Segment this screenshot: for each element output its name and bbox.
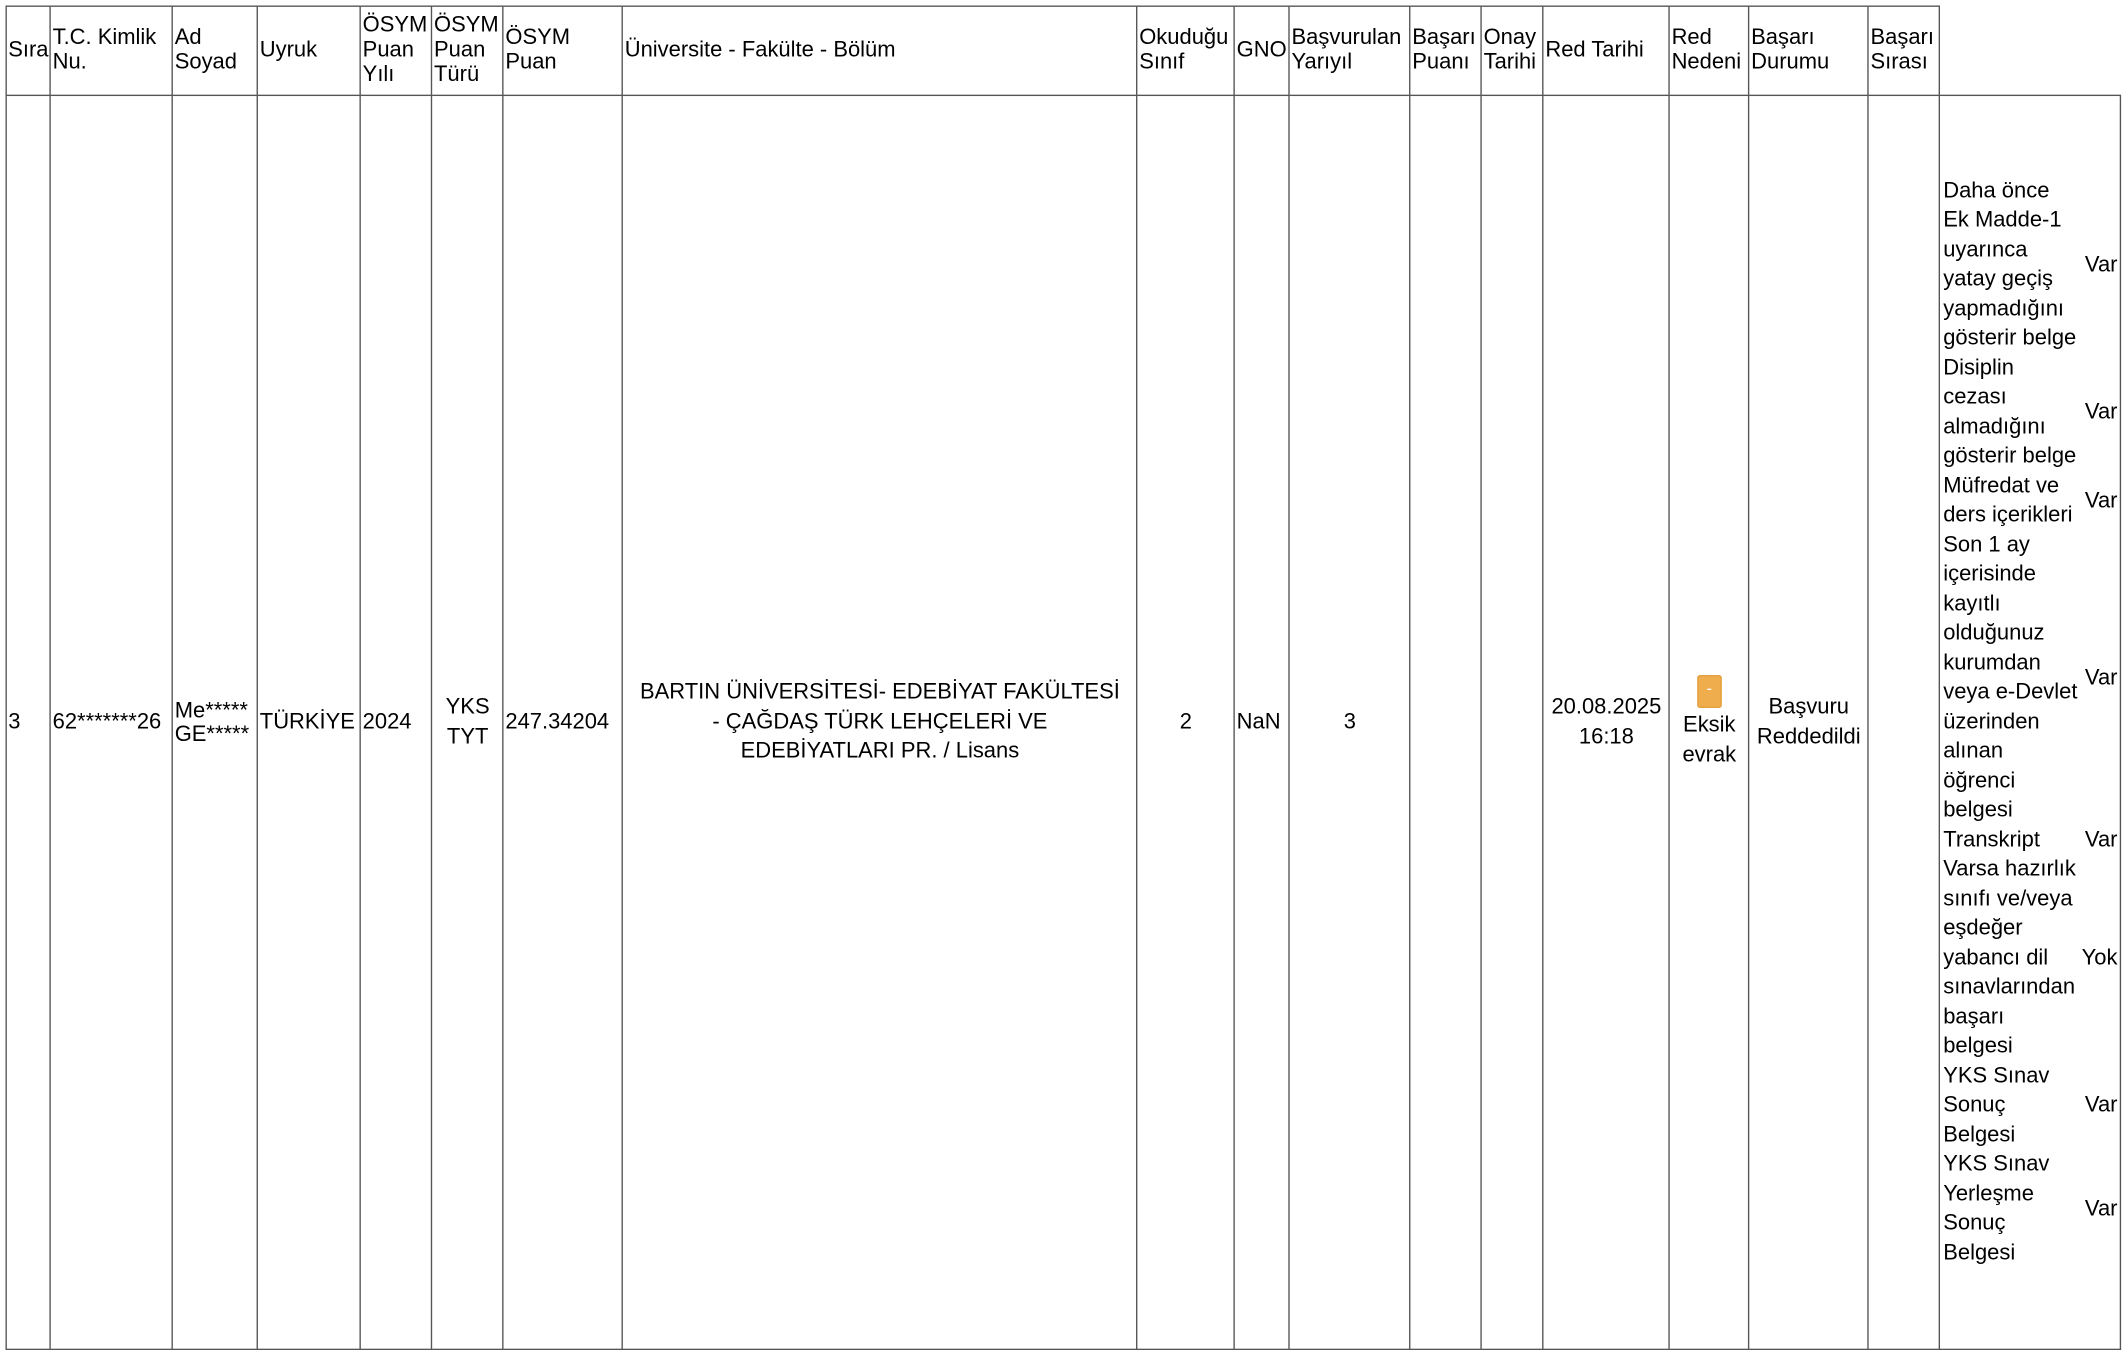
cell-ad: Me***** (174, 699, 248, 723)
cell-red-nedeni (1670, 95, 1750, 1349)
cell-puan-turu: YKS TYT (432, 95, 503, 1349)
col-puan-turu[interactable]: ÖSYM Puan Türü (432, 6, 503, 95)
cell-uyruk: TÜRKİYE (258, 95, 361, 1349)
document-row (1942, 177, 2119, 354)
document-row (1942, 1062, 2119, 1150)
cell-basari-puani (1410, 95, 1481, 1349)
col-gno[interactable]: GNO (1235, 6, 1290, 95)
document-name: Daha önce Ek Madde-1 uyarınca yatay geçiş yapmadığını gösterir belge (1943, 179, 2077, 351)
cell-sinif: 2 (1137, 95, 1234, 1349)
document-name: Son 1 ay içerisinde kayıtlı olduğunuz kurumdan veya e-Devlet üzerinden alınan öğrenci belgesi (1943, 533, 2078, 823)
col-uyruk[interactable]: Uyruk (258, 6, 361, 95)
cell-sirasi (1868, 95, 1939, 1349)
col-sira[interactable]: Sıra (6, 6, 50, 95)
cell-documents (1940, 95, 2121, 1349)
document-row (1942, 531, 2119, 826)
col-yariyil[interactable]: Başvurulan Yarıyıl (1289, 6, 1410, 95)
document-name: Disiplin cezası almadığını gösterir belge (1943, 356, 2077, 469)
cell-puan: 247.34204 (503, 95, 622, 1349)
document-status: Var (2084, 400, 2118, 424)
cell-onay (1482, 95, 1544, 1349)
document-status: Yok (2081, 946, 2118, 970)
document-status: Var (2084, 489, 2118, 513)
cell-sira: 3 (6, 95, 50, 1349)
col-sinif[interactable]: Okuduğu Sınıf (1137, 6, 1234, 95)
document-row (1942, 826, 2119, 855)
document-name: Varsa hazırlık sınıfı ve/veya eşdeğer yabancı dil sınavlarından başarı belgesi (1943, 857, 2076, 1059)
table-row (6, 95, 2121, 1349)
col-durum[interactable]: Başarı Durumu (1749, 6, 1868, 95)
reason-detail-button[interactable]: - (1697, 675, 1722, 708)
document-row (1942, 354, 2119, 472)
cell-gno: NaN (1235, 95, 1290, 1349)
document-status: Var (2084, 1093, 2118, 1118)
document-row (1942, 1150, 2119, 1268)
documents-table (1942, 177, 2119, 1268)
document-name: Müfredat ve ders içerikleri (1943, 474, 2073, 528)
red-reason-wrap (1672, 675, 1747, 770)
cell-yariyil: 3 (1289, 95, 1410, 1349)
document-name: YKS Sınav Yerleşme Sonuç Belgesi (1943, 1152, 2050, 1265)
cell-red-tarihi: 20.08.2025 16:18 (1543, 95, 1669, 1349)
cell-ad-soyad (173, 95, 258, 1349)
col-sirasi[interactable]: Başarı Sırası (1868, 6, 1939, 95)
col-puan-yili[interactable]: ÖSYM Puan Yılı (361, 6, 432, 95)
col-bolum[interactable]: Üniversite - Fakülte - Bölüm (623, 6, 1137, 95)
col-tc[interactable]: T.C. Kimlik Nu. (51, 6, 173, 95)
red-reason-text: Eksik evrak (1682, 713, 1737, 767)
col-documents (1940, 6, 2121, 95)
applications-table (5, 5, 2121, 1350)
cell-bolum: BARTIN ÜNİVERSİTESİ- EDEBİYAT FAKÜLTESİ - ÇAĞDAŞ TÜRK LEHÇELERİ VE EDEBİYATLARI PR. / Lisans (623, 95, 1137, 1349)
cell-puan-yili: 2024 (361, 95, 432, 1349)
document-status: Var (2084, 1197, 2118, 1221)
document-status: Var (2084, 666, 2118, 690)
col-puan[interactable]: ÖSYM Puan (503, 6, 622, 95)
cell-soyad: GE***** (174, 722, 250, 746)
document-name: Transkript (1943, 828, 2040, 852)
document-row (1942, 855, 2119, 1061)
document-status: Var (2084, 253, 2118, 277)
document-status: Var (2084, 828, 2118, 852)
cell-durum: Başvuru Reddedildi (1749, 95, 1868, 1349)
col-red-nedeni[interactable]: Red Nedeni (1670, 6, 1750, 95)
col-basari-puani[interactable]: Başarı Puanı (1410, 6, 1481, 95)
header-row (6, 6, 2121, 95)
col-red-tarihi[interactable]: Red Tarihi (1543, 6, 1669, 95)
col-ad-soyad[interactable]: Ad Soyad (173, 6, 258, 95)
document-row (1942, 472, 2119, 531)
cell-tc: 62*******26 (51, 95, 173, 1349)
col-onay[interactable]: Onay Tarihi (1482, 6, 1544, 95)
document-name: YKS Sınav Sonuç Belgesi (1943, 1064, 2050, 1147)
